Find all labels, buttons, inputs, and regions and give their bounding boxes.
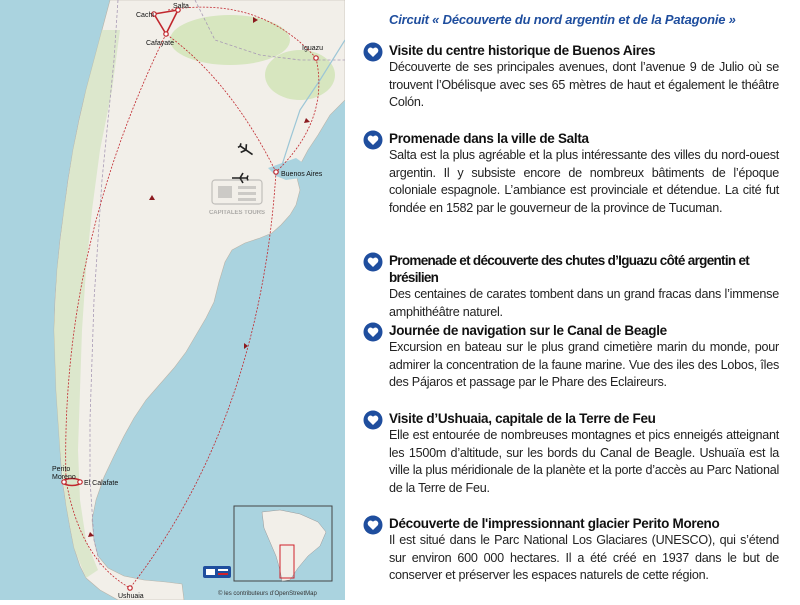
heart-icon: [363, 252, 383, 272]
map-svg: [0, 0, 345, 600]
city-marker-buenos-aires: [274, 170, 278, 174]
item-text: Découverte de ses principales avenues, dont l’avenue 9 de Julio où se trouvent l’Obélisque avec ses 65 mètres de haut et également le théâtre Colón.: [389, 60, 779, 110]
forest-area: [170, 15, 290, 65]
itinerary-item: [363, 410, 779, 497]
city-label-cafayate: Cafayate: [146, 40, 175, 47]
itinerary-item: [363, 515, 779, 585]
item-text: Excursion en bateau sur le plus grand cimetière marin du monde, pour admirer la concentration de la faune marine. Vue des iles des Lobos, îles des Pájaros et passage par le Phare des Eclaireurs.: [389, 340, 779, 390]
item-title: Découverte de l'impressionnant glacier Perito Moreno: [389, 516, 720, 531]
item-text: Il est situé dans le Parc National Los Glaciares (UNESCO), qui s’étend sur environ 600 000 hectares. Il a été créé en 1937 dans le but de conserver et préserver les espaces naturels de cette région.: [389, 533, 779, 583]
heart-icon: [363, 322, 383, 342]
item-title: Promenade dans la ville de Salta: [389, 131, 589, 146]
city-label-buenos-aires: Buenos Aires: [281, 171, 323, 178]
forest-area: [265, 50, 335, 100]
item-text: Salta est la plus agréable et la plus intéressante des villes du nord-ouest argentin. Il y subsiste encore de nombreux bâtiments de l’époque coloniale espagnole. L’ambiance est provinciale et détendue. La cité fut fondée en 1582 par le gouverneur de la province de Tucuman.: [389, 148, 779, 215]
heart-icon: [363, 515, 383, 535]
watermark-text: CAPITALES TOURS: [208, 210, 266, 216]
route-map: [0, 0, 345, 600]
inset-map: [234, 506, 332, 581]
city-marker-cafayate: [164, 32, 168, 36]
item-title: Visite d’Ushuaia, capitale de la Terre de Feu: [389, 411, 656, 426]
item-text: Des centaines de carates tombent dans un grand fracas dans l’immense amphithéâtre naturel.: [389, 287, 779, 319]
heart-icon: [363, 410, 383, 430]
item-title: Visite du centre historique de Buenos Aires: [389, 43, 656, 58]
city-label-ushuaia: Ushuaia: [118, 593, 144, 600]
itinerary-item: [363, 130, 779, 217]
heart-icon: [363, 42, 383, 62]
item-title: Promenade et découverte des chutes d’Iguazu côté argentin et brésilien: [389, 253, 750, 285]
itinerary-item: [363, 252, 779, 321]
circuit-title: Circuit « Découverte du nord argentin et de la Patagonie »: [389, 12, 736, 27]
itinerary-item: [363, 322, 779, 392]
heart-icon: [363, 130, 383, 150]
city-label-perito-moreno: Perito Moreno: [52, 466, 76, 481]
map-credit: © les contributeurs d’OpenStreetMap: [218, 591, 317, 597]
city-label-el-calafate: El Calafate: [84, 480, 119, 487]
item-title: Journée de navigation sur le Canal de Beagle: [389, 323, 667, 338]
city-marker-el-calafate: [78, 480, 82, 484]
city-marker-iguazu: [314, 56, 318, 60]
city-label-iguazu: Iguazu: [302, 45, 324, 52]
city-marker-ushuaia: [128, 586, 132, 590]
city-label-cachi: Cachi: [136, 12, 154, 19]
item-text: Elle est entourée de nombreuses montagnes et pics enneigés atteignant les 1500m d’altitude, sur les bords du Canal de Beagle. Ushuaïa est la ville la plus méridionale de la planète et la porte d’accès au Parc National de la Terre de Feu.: [389, 428, 779, 495]
itinerary-item: [363, 42, 779, 112]
capitales-tours-logo: [203, 566, 231, 578]
city-label-salta: Salta: [173, 3, 189, 10]
itinerary-panel: [345, 0, 800, 600]
